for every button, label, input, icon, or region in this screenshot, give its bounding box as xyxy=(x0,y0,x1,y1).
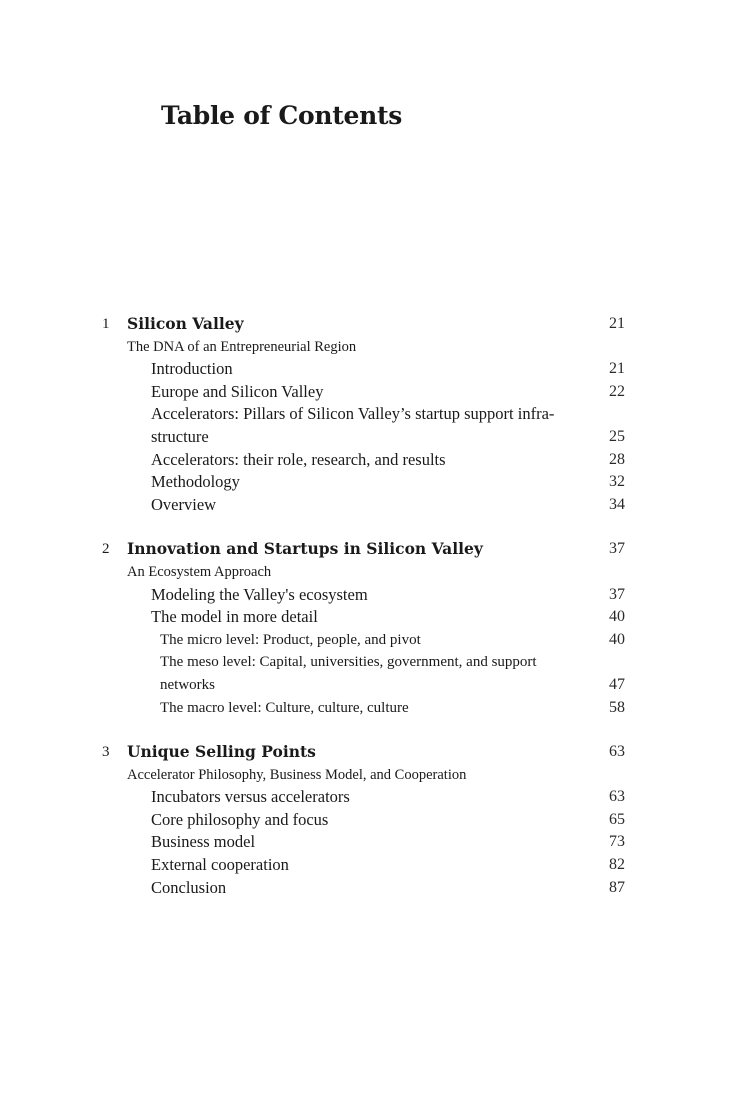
page-number: 40 xyxy=(609,630,625,648)
toc-entry[interactable] xyxy=(100,854,628,877)
page-number: 65 xyxy=(609,810,625,828)
toc-entry[interactable] xyxy=(100,426,628,449)
entry-label: Europe and Silicon Valley xyxy=(151,381,324,401)
page-number: 73 xyxy=(609,833,625,851)
toc-entry[interactable] xyxy=(100,494,628,517)
chapter-3 xyxy=(100,741,628,899)
chapter-number: 2 xyxy=(102,541,110,558)
entry-label: Methodology xyxy=(151,472,240,492)
toc-subentry[interactable] xyxy=(100,629,628,652)
entry-label: Overview xyxy=(151,494,217,514)
table-of-contents xyxy=(100,313,628,921)
entry-label: Accelerators: their role, research, and results xyxy=(151,449,446,469)
entry-label: The micro level: Product, people, and pivot xyxy=(160,631,421,648)
page-number: 47 xyxy=(609,675,625,693)
page-number: 25 xyxy=(609,427,625,445)
chapter-title: Silicon Valley xyxy=(127,314,244,333)
page-number: 40 xyxy=(609,608,625,626)
chapter-heading[interactable] xyxy=(100,313,628,336)
chapter-subtitle xyxy=(100,764,628,787)
entry-label: Core philosophy and focus xyxy=(151,809,329,829)
chapter-number: 1 xyxy=(102,316,110,332)
toc-entry[interactable] xyxy=(100,471,628,494)
toc-entry[interactable] xyxy=(100,584,628,607)
page-number: 63 xyxy=(609,788,625,806)
chapter-heading[interactable] xyxy=(100,741,628,764)
toc-entry[interactable] xyxy=(100,786,628,809)
chapter-title: Unique Selling Points xyxy=(127,742,316,762)
toc-entry[interactable] xyxy=(100,381,628,404)
page-number: 28 xyxy=(609,450,625,468)
entry-label: The meso level: Capital, universities, government, and support xyxy=(160,654,537,671)
page-number: 21 xyxy=(609,315,625,332)
chapter-subtitle xyxy=(100,336,628,359)
chapter-subtitle-text: The DNA of an Entrepreneurial Region xyxy=(127,338,357,355)
page-number: 37 xyxy=(609,540,625,558)
toc-entry[interactable] xyxy=(100,358,628,381)
toc-subentry[interactable] xyxy=(100,651,628,674)
toc-entry[interactable] xyxy=(100,449,628,472)
entry-label: Business model xyxy=(151,832,256,852)
toc-entry[interactable] xyxy=(100,403,628,426)
page-number: 21 xyxy=(609,360,625,378)
entry-label: structure xyxy=(151,426,209,446)
chapter-number: 3 xyxy=(102,744,110,761)
chapter-subtitle xyxy=(100,561,628,584)
entry-label: Conclusion xyxy=(151,877,227,897)
chapter-subtitle-text: An Ecosystem Approach xyxy=(127,563,272,580)
page-number: 34 xyxy=(609,495,625,513)
entry-label: Modeling the Valley's ecosystem xyxy=(151,584,368,604)
page-number: 87 xyxy=(609,878,625,896)
entry-label: The macro level: Culture, culture, culture xyxy=(160,699,409,716)
page-number: 82 xyxy=(609,856,625,874)
page-number: 63 xyxy=(609,743,625,761)
page-number: 22 xyxy=(609,382,625,400)
entry-label: networks xyxy=(160,676,215,693)
chapter-heading[interactable] xyxy=(100,538,628,561)
toc-subentry[interactable] xyxy=(100,674,628,697)
entry-label: Incubators versus accelerators xyxy=(151,787,350,807)
chapter-title: Innovation and Startups in Silicon Valley xyxy=(127,539,483,559)
toc-subentry[interactable] xyxy=(100,697,628,720)
chapter-subtitle-text: Accelerator Philosophy, Business Model, and Cooperation xyxy=(127,766,467,783)
toc-entry[interactable] xyxy=(100,831,628,854)
chapter-2 xyxy=(100,538,628,719)
chapter-1 xyxy=(100,313,628,516)
page-number: 58 xyxy=(609,698,625,716)
entry-label: Accelerators: Pillars of Silicon Valley’s startup support infra- xyxy=(151,404,555,424)
toc-entry[interactable] xyxy=(100,809,628,832)
toc-entry[interactable] xyxy=(100,606,628,629)
page-number: 32 xyxy=(609,473,625,491)
toc-entry[interactable] xyxy=(100,877,628,900)
entry-label: The model in more detail xyxy=(151,607,318,627)
page-title: Table of Contents xyxy=(161,101,403,130)
page-number: 37 xyxy=(609,585,625,603)
entry-label: External cooperation xyxy=(151,855,289,875)
entry-label: Introduction xyxy=(151,359,233,379)
